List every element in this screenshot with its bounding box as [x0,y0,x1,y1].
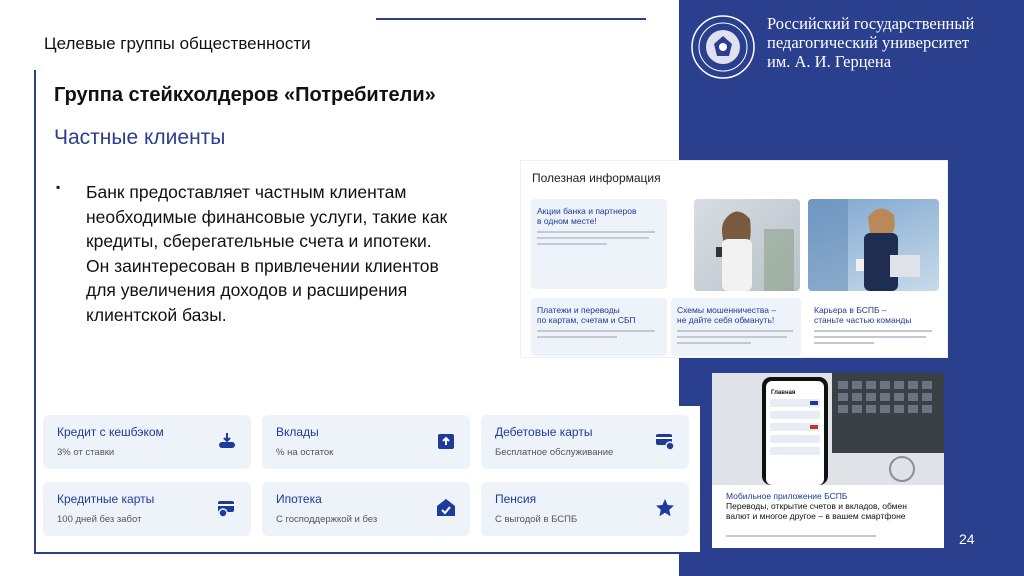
text-line [677,336,787,338]
text-line [814,342,874,344]
bullet-marker: ▪ [56,180,61,194]
deposit-icon [436,431,456,451]
product-tile-debit-cards[interactable] [481,415,689,469]
star-icon [655,498,675,518]
page-subtitle: Частные клиенты [54,126,226,149]
text-line [537,243,607,245]
text-line [677,342,751,344]
product-tile-credit-cards[interactable] [43,482,251,536]
university-name-line: педагогический университет [767,33,970,52]
frame-line [34,70,36,553]
career-card[interactable] [808,298,939,356]
promo-card[interactable] [531,199,667,289]
debit-card-icon [655,431,675,451]
university-name-line: Российский государственный [767,14,975,33]
body-line: кредиты, сберегательные счета и ипотеки. [86,231,432,252]
product-title: Вклады [276,425,319,439]
university-name-line: им. А. И. Герцена [767,52,892,71]
product-subtitle: % на остаток [276,447,334,458]
credit-card-icon [217,498,237,518]
product-title: Кредитные карты [57,492,155,506]
slide-section-title: Целевые группы общественности [44,34,311,53]
product-subtitle: С выгодой в БСПБ [495,514,578,525]
body-line: Он заинтересован в привлечении клиентов [86,255,439,276]
product-tile-mortgage[interactable] [262,482,470,536]
product-subtitle: Бесплатное обслуживание [495,447,614,458]
products-panel [40,406,700,552]
text-line [814,336,926,338]
product-subtitle: С господдержкой и без [276,514,378,525]
product-title: Дебетовые карты [495,425,593,439]
university-name [767,14,974,71]
product-subtitle: 3% от ставки [57,447,115,458]
body-line: для увеличения доходов и расширения [86,280,408,301]
product-tile-deposits[interactable] [262,415,470,469]
useful-info-title: Полезная информация [532,171,661,185]
product-title: Ипотека [276,492,322,506]
body-line: Банк предоставляет частным клиентам [86,182,407,202]
text-line [814,330,932,332]
app-caption: Мобильное приложение БСПБ [726,491,848,501]
frame-line [376,18,646,20]
product-title: Пенсия [495,492,537,506]
body-line: клиентской базы. [86,304,227,325]
payments-card-title: Платежи и переводы по картам, счетам и СБП [537,305,636,325]
mortgage-icon [436,498,456,518]
promo-card-title: Акции банка и партнеров в одном месте! [537,206,637,226]
product-tile-pension[interactable] [481,482,689,536]
phone-photo [712,373,944,485]
product-subtitle: 100 дней без забот [57,514,142,525]
payments-card[interactable] [531,298,667,356]
cashback-icon [217,431,237,451]
app-description: Переводы, открытие счетов и вкладов, обмен валют и многое другое – в вашем смартфоне [726,501,907,521]
page-title: Группа стейкхолдеров «Потребители» [54,84,436,106]
text-line [677,330,793,332]
text-line [537,336,617,338]
text-line [537,237,649,239]
fraud-card[interactable] [671,298,801,356]
mobile-app-screenshot [712,373,944,548]
page-number: 24 [959,531,975,547]
university-seal-icon [690,14,756,80]
app-title: Главная [771,390,796,396]
product-title: Кредит с кешбэком [57,425,164,439]
frame-line [34,552,680,554]
body-line: необходимые финансовые услуги, такие как [86,206,448,227]
text-line [537,330,655,332]
fraud-card-title: Схемы мошенничества – не дайте себя обмануть! [677,305,777,325]
product-tile-cashback-loan[interactable] [43,415,251,469]
career-card-title: Карьера в БСПБ – станьте частью команды [814,305,912,325]
text-line [726,535,876,537]
useful-info-screenshot [520,160,948,358]
body-text [86,180,496,328]
woman-laptop-photo [808,199,939,291]
woman-phone-photo [694,199,800,291]
text-line [537,231,655,233]
